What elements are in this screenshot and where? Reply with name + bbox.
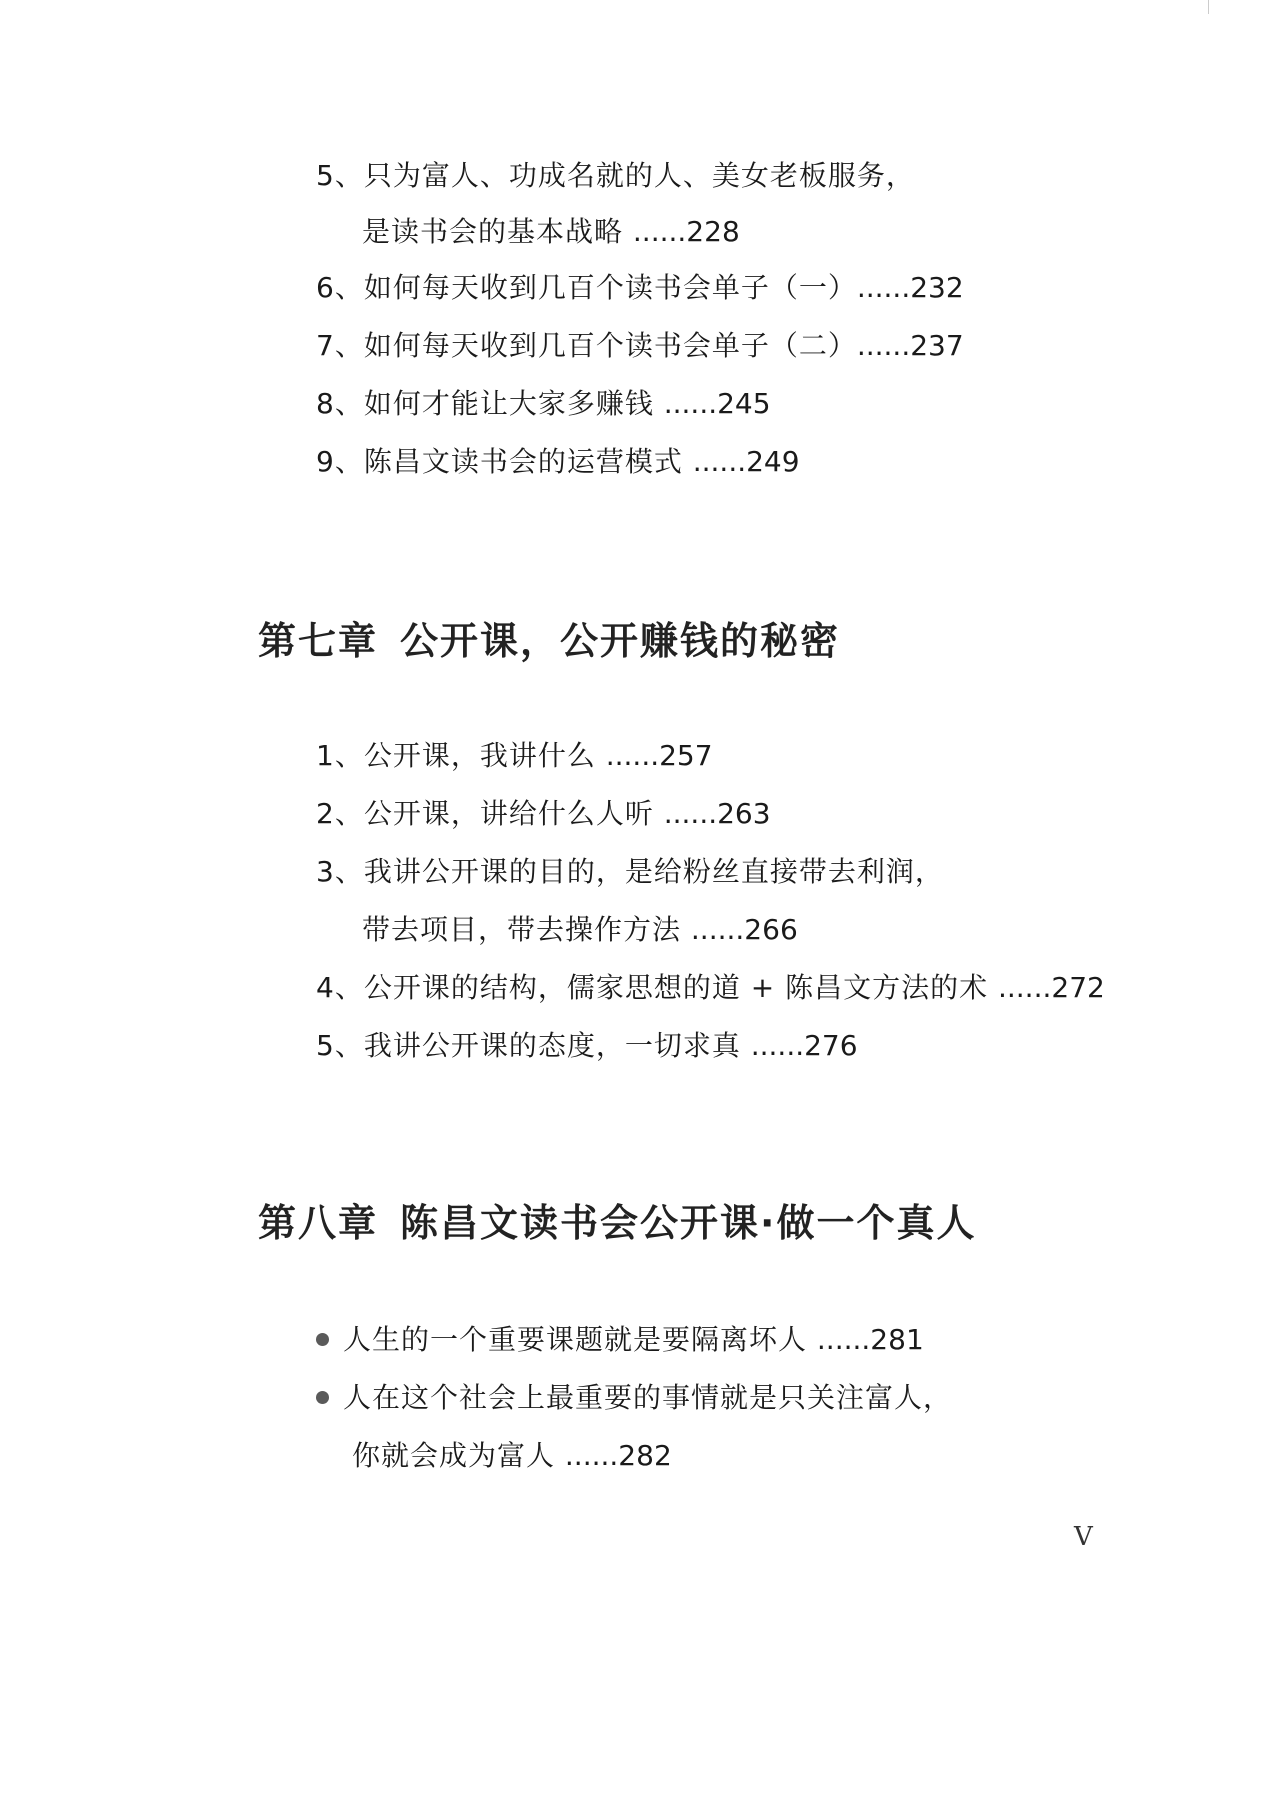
toc-entry-text: 带去项目，带去操作方法 bbox=[362, 913, 691, 946]
chapter-title: 陈昌文读书会公开课·做一个真人 bbox=[400, 1201, 977, 1245]
bullet-icon bbox=[316, 1391, 329, 1404]
toc-entry-text: 9、陈昌文读书会的运营模式 bbox=[316, 445, 693, 478]
toc-entry bbox=[316, 158, 915, 194]
toc-entry-page: ......257 bbox=[605, 739, 713, 772]
bullet-icon bbox=[316, 1333, 329, 1346]
toc-entry bbox=[316, 328, 964, 364]
toc-entry bbox=[316, 270, 964, 306]
toc-entry bbox=[316, 1380, 952, 1416]
chapter-title: 公开课，公开赚钱的秘密 bbox=[400, 619, 841, 663]
toc-entry-text: 人在这个社会上最重要的事情就是只关注富人， bbox=[343, 1381, 953, 1414]
chapter-number: 第七章 bbox=[258, 619, 379, 663]
chapter-8-heading bbox=[258, 1200, 976, 1246]
toc-entry bbox=[316, 386, 771, 422]
toc-entry-text: 6、如何每天收到几百个读书会单子（一） bbox=[316, 271, 857, 304]
chapter-number: 第八章 bbox=[258, 1201, 379, 1245]
toc-entry bbox=[362, 912, 798, 948]
toc-entry-page: ......228 bbox=[632, 215, 740, 248]
page-number: V bbox=[1074, 1522, 1093, 1552]
toc-entry bbox=[362, 214, 740, 250]
toc-entry-page: ......237 bbox=[856, 329, 964, 362]
toc-entry bbox=[316, 1028, 858, 1064]
toc-entry-page: ......245 bbox=[663, 387, 771, 420]
toc-entry-page: ......276 bbox=[750, 1029, 858, 1062]
toc-entry-page: ......232 bbox=[856, 271, 964, 304]
toc-entry-text: 你就会成为富人 bbox=[352, 1439, 565, 1472]
toc-entry-text: 3、我讲公开课的目的，是给粉丝直接带去利润， bbox=[316, 855, 944, 888]
toc-entry-text: 是读书会的基本战略 bbox=[362, 215, 633, 248]
toc-entry bbox=[316, 738, 713, 774]
toc-entry-page: ......266 bbox=[690, 913, 798, 946]
toc-entry-page: ......272 bbox=[997, 971, 1105, 1004]
toc-entry bbox=[316, 970, 1105, 1006]
toc-entry bbox=[316, 854, 944, 890]
toc-entry-text: 2、公开课，讲给什么人听 bbox=[316, 797, 664, 830]
scan-edge-mark bbox=[1208, 0, 1209, 14]
toc-entry-text: 人生的一个重要课题就是要隔离坏人 bbox=[343, 1323, 817, 1356]
toc-entry-text: 8、如何才能让大家多赚钱 bbox=[316, 387, 664, 420]
toc-entry bbox=[316, 444, 800, 480]
toc-entry-text: 5、只为富人、功成名就的人、美女老板服务， bbox=[316, 159, 915, 192]
toc-entry-page: ......249 bbox=[692, 445, 800, 478]
toc-entry bbox=[352, 1438, 672, 1474]
toc-entry-text: 4、公开课的结构，儒家思想的道 + 陈昌文方法的术 bbox=[316, 971, 998, 1004]
toc-entry bbox=[316, 796, 771, 832]
toc-entry-page: ......263 bbox=[663, 797, 771, 830]
toc-entry-text: 5、我讲公开课的态度，一切求真 bbox=[316, 1029, 751, 1062]
toc-entry bbox=[316, 1322, 924, 1358]
toc-entry-page: ......281 bbox=[816, 1323, 924, 1356]
toc-entry-text: 1、公开课，我讲什么 bbox=[316, 739, 606, 772]
toc-entry-page: ......282 bbox=[564, 1439, 672, 1472]
chapter-7-heading bbox=[258, 618, 840, 664]
toc-entry-text: 7、如何每天收到几百个读书会单子（二） bbox=[316, 329, 857, 362]
